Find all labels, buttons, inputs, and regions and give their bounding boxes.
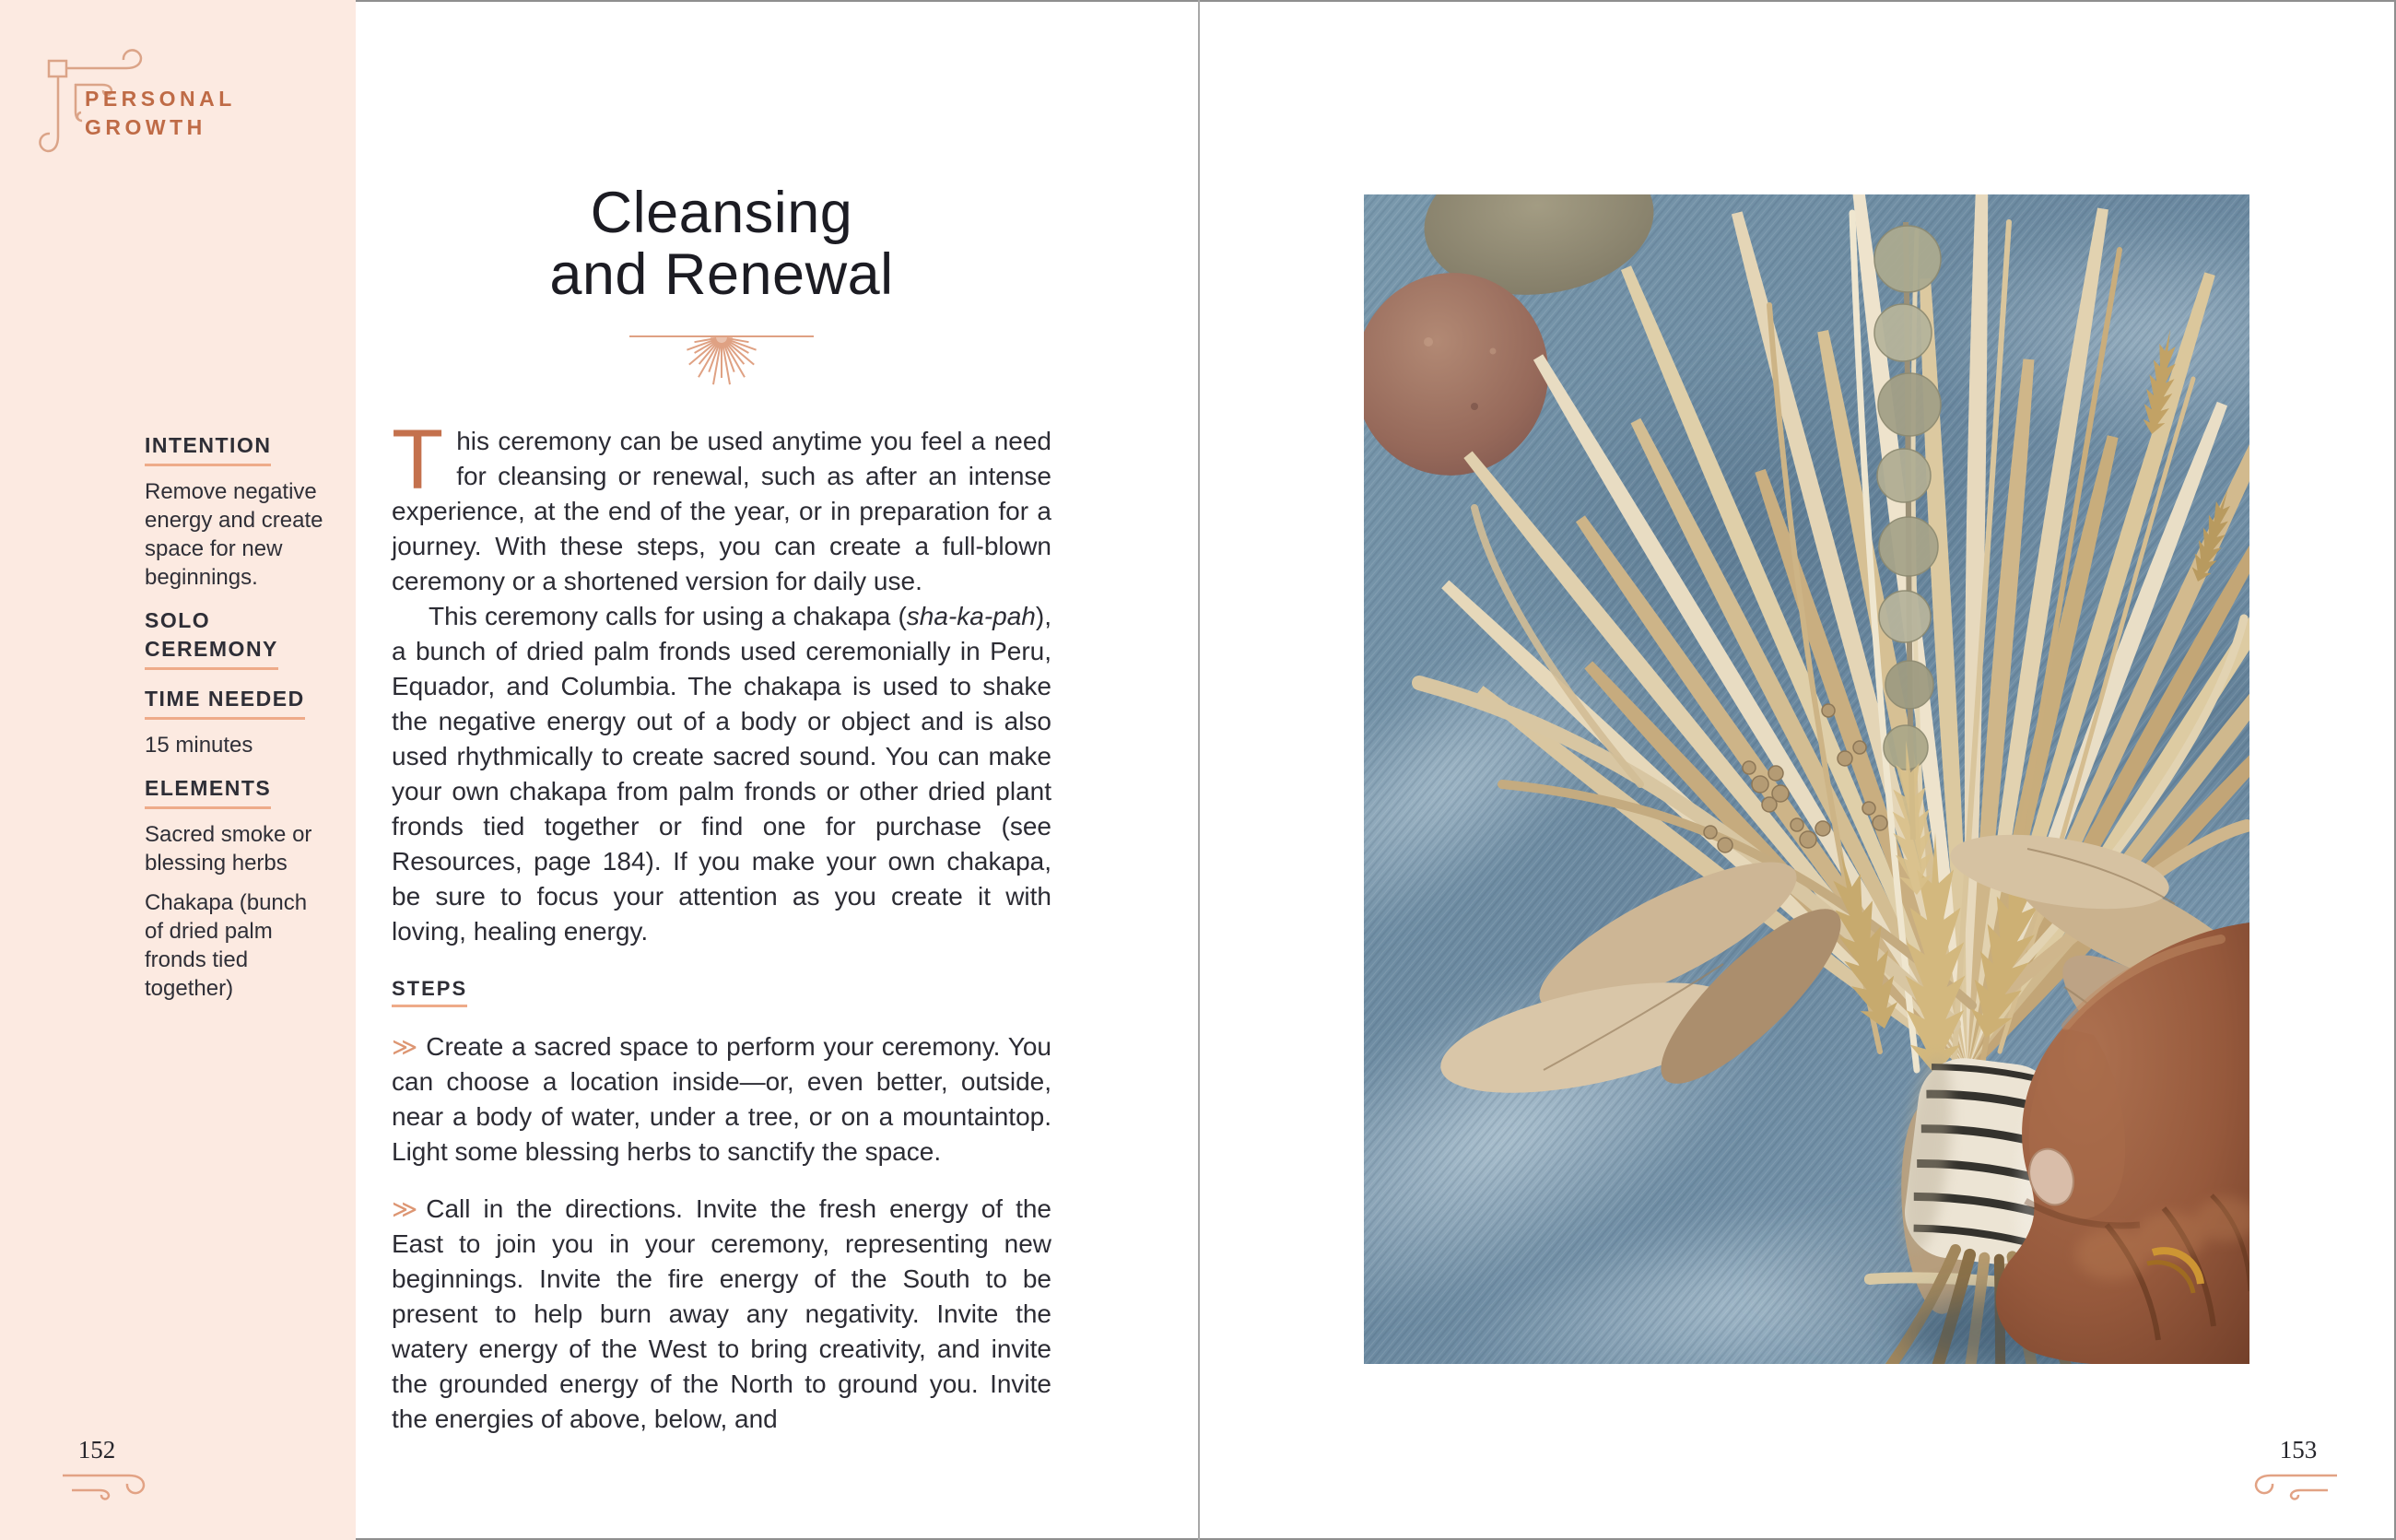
- elements-item-1: Sacred smoke or blessing herbs: [145, 822, 312, 876]
- chakapa-photo: [1364, 194, 2249, 1364]
- chapter-label-line2: GROWTH: [85, 115, 206, 139]
- ceremony-type-section: [145, 606, 329, 670]
- chapter-label-line1: PERSONAL: [85, 87, 236, 111]
- time-needed-text: 15 minutes: [145, 733, 253, 758]
- intention-text: Remove negative energy and create space for new beginnings.: [145, 479, 323, 590]
- chevron-bullet-icon: ≫: [392, 1195, 417, 1223]
- page-gutter: [1198, 0, 1200, 1540]
- page-number-right: 153: [2279, 1436, 2318, 1464]
- page-number-left: 152: [77, 1436, 116, 1464]
- steps-heading: STEPS: [392, 977, 1051, 1007]
- intention-heading: INTENTION: [145, 431, 329, 466]
- elements-section: [145, 774, 329, 1003]
- article: [392, 182, 1051, 1437]
- step-2: ≫ Call in the directions. Invite the fresh energy of the East to join you in your ceremony, representing new beginnings. Invite the fire energy of the South to be present to help burn away any negativity. Invite the watery energy of the West to bring creativity, and invite the grounded energy of the North to ground you. Invite the energies of above, below, and: [392, 1194, 1051, 1433]
- step-1: ≫ Create a sacred space to perform your ceremony. You can choose a location inside—or, even better, outside, near a body of water, under a tree, or on a mountaintop. Light some blessing herbs to sanctify the space.: [392, 1032, 1051, 1166]
- time-needed-heading: TIME NEEDED: [145, 685, 329, 720]
- ceremony-type-heading: SOLO CEREMONY: [145, 606, 329, 670]
- sunburst-divider-icon: [625, 330, 818, 389]
- intro-paragraph: This ceremony can be used anytime you feel a need for cleansing or renewal, such as after an intense experience, at the end of the year, or in preparation for a journey. With these steps, you can create a full-blown ceremony or a shortened version for daily use.: [392, 413, 1051, 595]
- recipe-facts: [145, 431, 329, 1017]
- elements-heading: ELEMENTS: [145, 774, 329, 809]
- elements-item-2: Chakapa (bunch of dried palm fronds tied together): [145, 890, 308, 1001]
- chapter-sidebar: [0, 0, 356, 1540]
- intention-section: [145, 431, 329, 592]
- chevron-bullet-icon: ≫: [392, 1033, 417, 1061]
- footer-flourish-right-icon: [2245, 1469, 2337, 1502]
- chakapa-paragraph: This ceremony calls for using a chakapa (sha-ka-pah), a bunch of dried palm fronds used ceremonially in Peru, Equador, and Columbia. The chakapa is used to shake the negative energy out of a body or object and is also used rhythmically to create sacred sound. You can make your own chakapa from palm fronds or other dried plant fronds tied together or find one for purchase (see Resources, page 184). If you make your own chakapa, be sure to focus your attention as you create it with loving, healing energy.: [392, 602, 1051, 946]
- time-needed-section: [145, 685, 329, 759]
- dropcap: T: [392, 413, 444, 507]
- footer-flourish-left-icon: [63, 1469, 155, 1502]
- page-title: Cleansing and Renewal: [549, 181, 894, 307]
- chapter-label: [85, 85, 236, 142]
